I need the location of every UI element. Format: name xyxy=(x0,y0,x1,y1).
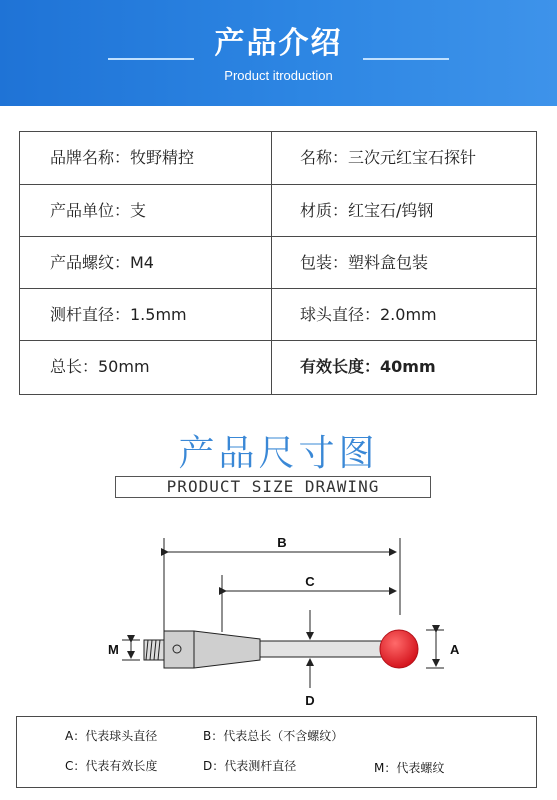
legend-item-m: M：代表螺纹 xyxy=(374,761,445,775)
spec-cell-stem-diameter: 测杆直径：1.5mm xyxy=(50,305,187,324)
spec-row xyxy=(20,132,536,184)
drawing-subtitle: PRODUCT SIZE DRAWING xyxy=(166,477,380,496)
label-a: A xyxy=(450,642,460,657)
spec-cell-thread: 产品螺纹：M4 xyxy=(50,253,154,272)
header-banner xyxy=(0,0,557,106)
legend-item-a: A：代表球头直径 xyxy=(65,729,158,743)
spec-row xyxy=(20,184,536,237)
label-c: C xyxy=(305,574,315,589)
spec-cell-name: 名称：三次元红宝石探针 xyxy=(300,148,477,167)
label-b: B xyxy=(277,535,287,550)
spec-row xyxy=(20,340,536,393)
spec-cell-unit: 产品单位：支 xyxy=(50,201,147,220)
legend-box xyxy=(16,716,537,788)
probe-dimension-drawing xyxy=(0,520,557,715)
spec-cell-material: 材质：红宝石/钨钢 xyxy=(300,201,434,220)
spec-column-divider xyxy=(271,132,272,394)
spec-row xyxy=(20,236,536,289)
spec-row xyxy=(20,288,536,341)
probe-body xyxy=(164,631,260,668)
spec-cell-ball-diameter: 球头直径：2.0mm xyxy=(300,305,437,324)
spec-cell-total-length: 总长：50mm xyxy=(50,357,150,376)
spec-table xyxy=(19,131,537,395)
legend-item-c: C：代表有效长度 xyxy=(65,759,158,773)
spec-cell-brand: 品牌名称：牧野精控 xyxy=(50,148,195,167)
header-subtitle: Product itroduction xyxy=(224,68,333,83)
ruby-ball xyxy=(380,630,418,668)
legend-item-d: D：代表测杆直径 xyxy=(203,759,297,773)
spec-cell-effective-length: 有效长度：40mm xyxy=(300,357,436,376)
label-m: M xyxy=(108,642,119,657)
probe-stem xyxy=(260,641,386,657)
legend-item-b: B：代表总长（不含螺纹） xyxy=(203,729,344,743)
header-title: 产品介绍 xyxy=(214,26,343,61)
label-d: D xyxy=(305,693,315,708)
spec-cell-package: 包装：塑料盒包装 xyxy=(300,253,429,272)
drawing-title: 产品尺寸图 xyxy=(178,433,379,474)
